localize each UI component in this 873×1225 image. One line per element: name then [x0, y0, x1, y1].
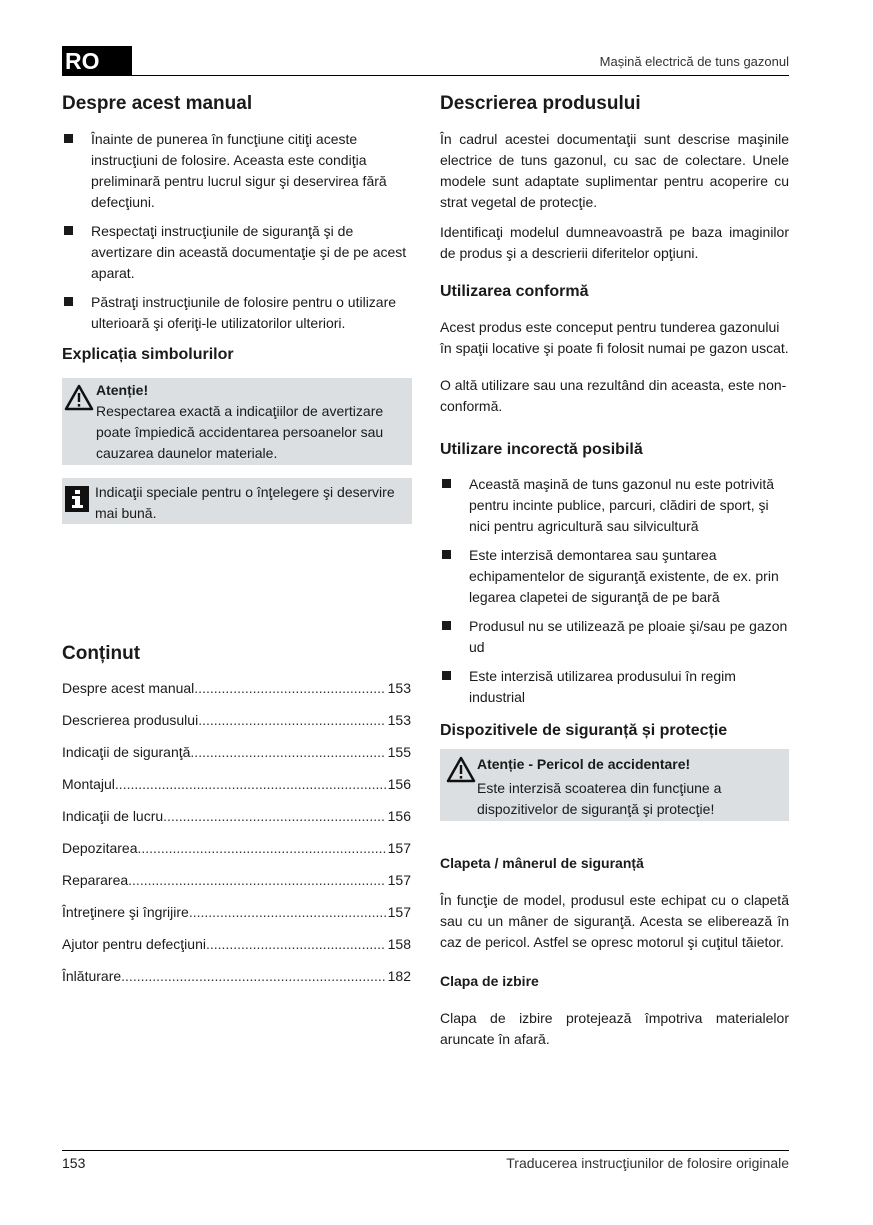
about-bullet-list [62, 129, 407, 342]
header-divider [62, 75, 789, 76]
toc-entry[interactable]: Repararea ..... 157 [62, 872, 411, 904]
about-heading: Despre acest manual [62, 93, 253, 114]
info-notice-box [62, 478, 412, 524]
toc-entry[interactable]: Ajutor pentru defecţiuni ..... 158 [62, 936, 411, 968]
warning-triangle-icon [446, 756, 476, 783]
bullet-square-icon [64, 297, 73, 306]
symbols-heading: Explicația simbolurilor [62, 346, 234, 363]
intended-use-heading: Utilizarea conformă [440, 283, 589, 300]
toc-entry[interactable]: Despre acest manual ..... 153 [62, 680, 411, 712]
danger-text: Este interzisă scoaterea din funcţiune a dispozitivelor de siguranţă şi protecţie! [477, 780, 722, 817]
bullet-square-icon [64, 134, 73, 143]
bullet-square-icon [64, 226, 73, 235]
table-of-contents [62, 680, 411, 1000]
impact-flap-heading: Clapa de izbire [440, 973, 539, 989]
warning-notice-box [62, 378, 412, 465]
safety-devices-heading: Dispozitivele de siguranță și protecție [440, 722, 728, 739]
intended-use-paragraph-2: O altă utilizare sau una rezultând din aceasta, este non-conformă. [440, 377, 787, 414]
bullet-square-icon [442, 550, 451, 559]
bullet-square-icon [442, 671, 451, 680]
misuse-bullet-list [440, 474, 789, 716]
toc-entry[interactable]: Depozitarea ..... 157 [62, 840, 411, 872]
description-paragraph-2: Identificaţi modelul dumneavoastră pe baza imaginilor de produs şi a descrierii diferitelor opţiuni. [440, 224, 789, 261]
list-item: Produsul nu se utilizează pe ploaie şi/sau pe gazon ud [440, 616, 789, 658]
list-item: Această maşină de tuns gazonul nu este potrivită pentru incinte publice, parcuri, clădiri de sport, şi nici pentru agricultură sau silvicultură [440, 474, 789, 537]
running-header-title: Mașină electrică de tuns gazonul [599, 54, 789, 69]
impact-flap-paragraph: Clapa de izbire protejează împotriva materialelor aruncate în afară. [440, 1010, 789, 1047]
list-item: Este interzisă demontarea sau şuntarea echipamentelor de siguranţă existente, de ex. prin legarea clapetei de siguranţă de pe bară [440, 545, 789, 608]
danger-title: Atenție - Pericol de accidentare! [477, 756, 691, 772]
toc-entry[interactable]: Descrierea produsului ..... 153 [62, 712, 411, 744]
toc-entry[interactable]: Indicaţii de lucru ..... 156 [62, 808, 411, 840]
list-item: Este interzisă utilizarea produsului în regim industrial [440, 666, 789, 708]
contents-heading: Conținut [62, 643, 141, 664]
language-badge: RO [62, 46, 132, 76]
page-number: 153 [62, 1155, 86, 1171]
bullet-square-icon [442, 479, 451, 488]
footer-divider [62, 1150, 789, 1151]
toc-entry[interactable]: Întreţinere şi îngrijire ..... 157 [62, 904, 411, 936]
info-icon [65, 486, 89, 512]
description-paragraph-1: În cadrul acestei documentaţii sunt descrise maşinile electrice de tuns gazonul, cu sac de colectare. Unele modele sunt adaptate suplimentar pentru acoperire cu strat vegetal de protecţie. [440, 131, 789, 210]
toc-entry[interactable]: Montajul ..... 156 [62, 776, 411, 808]
toc-entry[interactable]: Înlăturare ..... 182 [62, 968, 411, 1000]
warning-title: Atenție! [96, 382, 149, 398]
intended-use-paragraph-1: Acest produs este conceput pentru tunderea gazonului în spaţii locative şi poate fi folosit numai pe gazon uscat. [440, 319, 789, 356]
description-heading: Descrierea produsului [440, 93, 641, 114]
bullet-square-icon [442, 621, 451, 630]
misuse-heading: Utilizare incorectă posibilă [440, 441, 643, 458]
list-item: Păstraţi instrucţiunile de folosire pentru o utilizare ulterioară şi oferiţi-le utilizatorilor ulteriori. [62, 292, 407, 334]
warning-triangle-icon [64, 384, 94, 411]
warning-text: Respectarea exactă a indicaţiilor de avertizare poate împiedică accidentarea persoanelor sau cauzarea daunelor materiale. [96, 403, 384, 461]
list-item: Înainte de punerea în funcţiune citiţi aceste instrucţiuni de folosire. Aceasta este condiţia preliminară pentru lucrul sigur şi deservirea fără defecţiuni. [62, 129, 407, 213]
footer-caption: Traducerea instrucţiunilor de folosire originale [506, 1155, 789, 1171]
safety-flap-heading: Clapeta / mânerul de siguranță [440, 855, 644, 871]
info-text: Indicaţii speciale pentru o înţelegere şi deservire mai bună. [95, 484, 395, 521]
list-item: Respectaţi instrucţiunile de siguranţă şi de avertizare din această documentaţie şi de pe acest aparat. [62, 221, 407, 284]
toc-entry[interactable]: Indicaţii de siguranţă ..... 155 [62, 744, 411, 776]
safety-flap-paragraph: În funcţie de model, produsul este echipat cu o clapetă sau cu un mâner de siguranţă. Acesta se eliberează în caz de pericol. Astfel se opresc motorul şi cuţitul tăietor. [440, 892, 789, 950]
danger-notice-box [440, 749, 789, 821]
